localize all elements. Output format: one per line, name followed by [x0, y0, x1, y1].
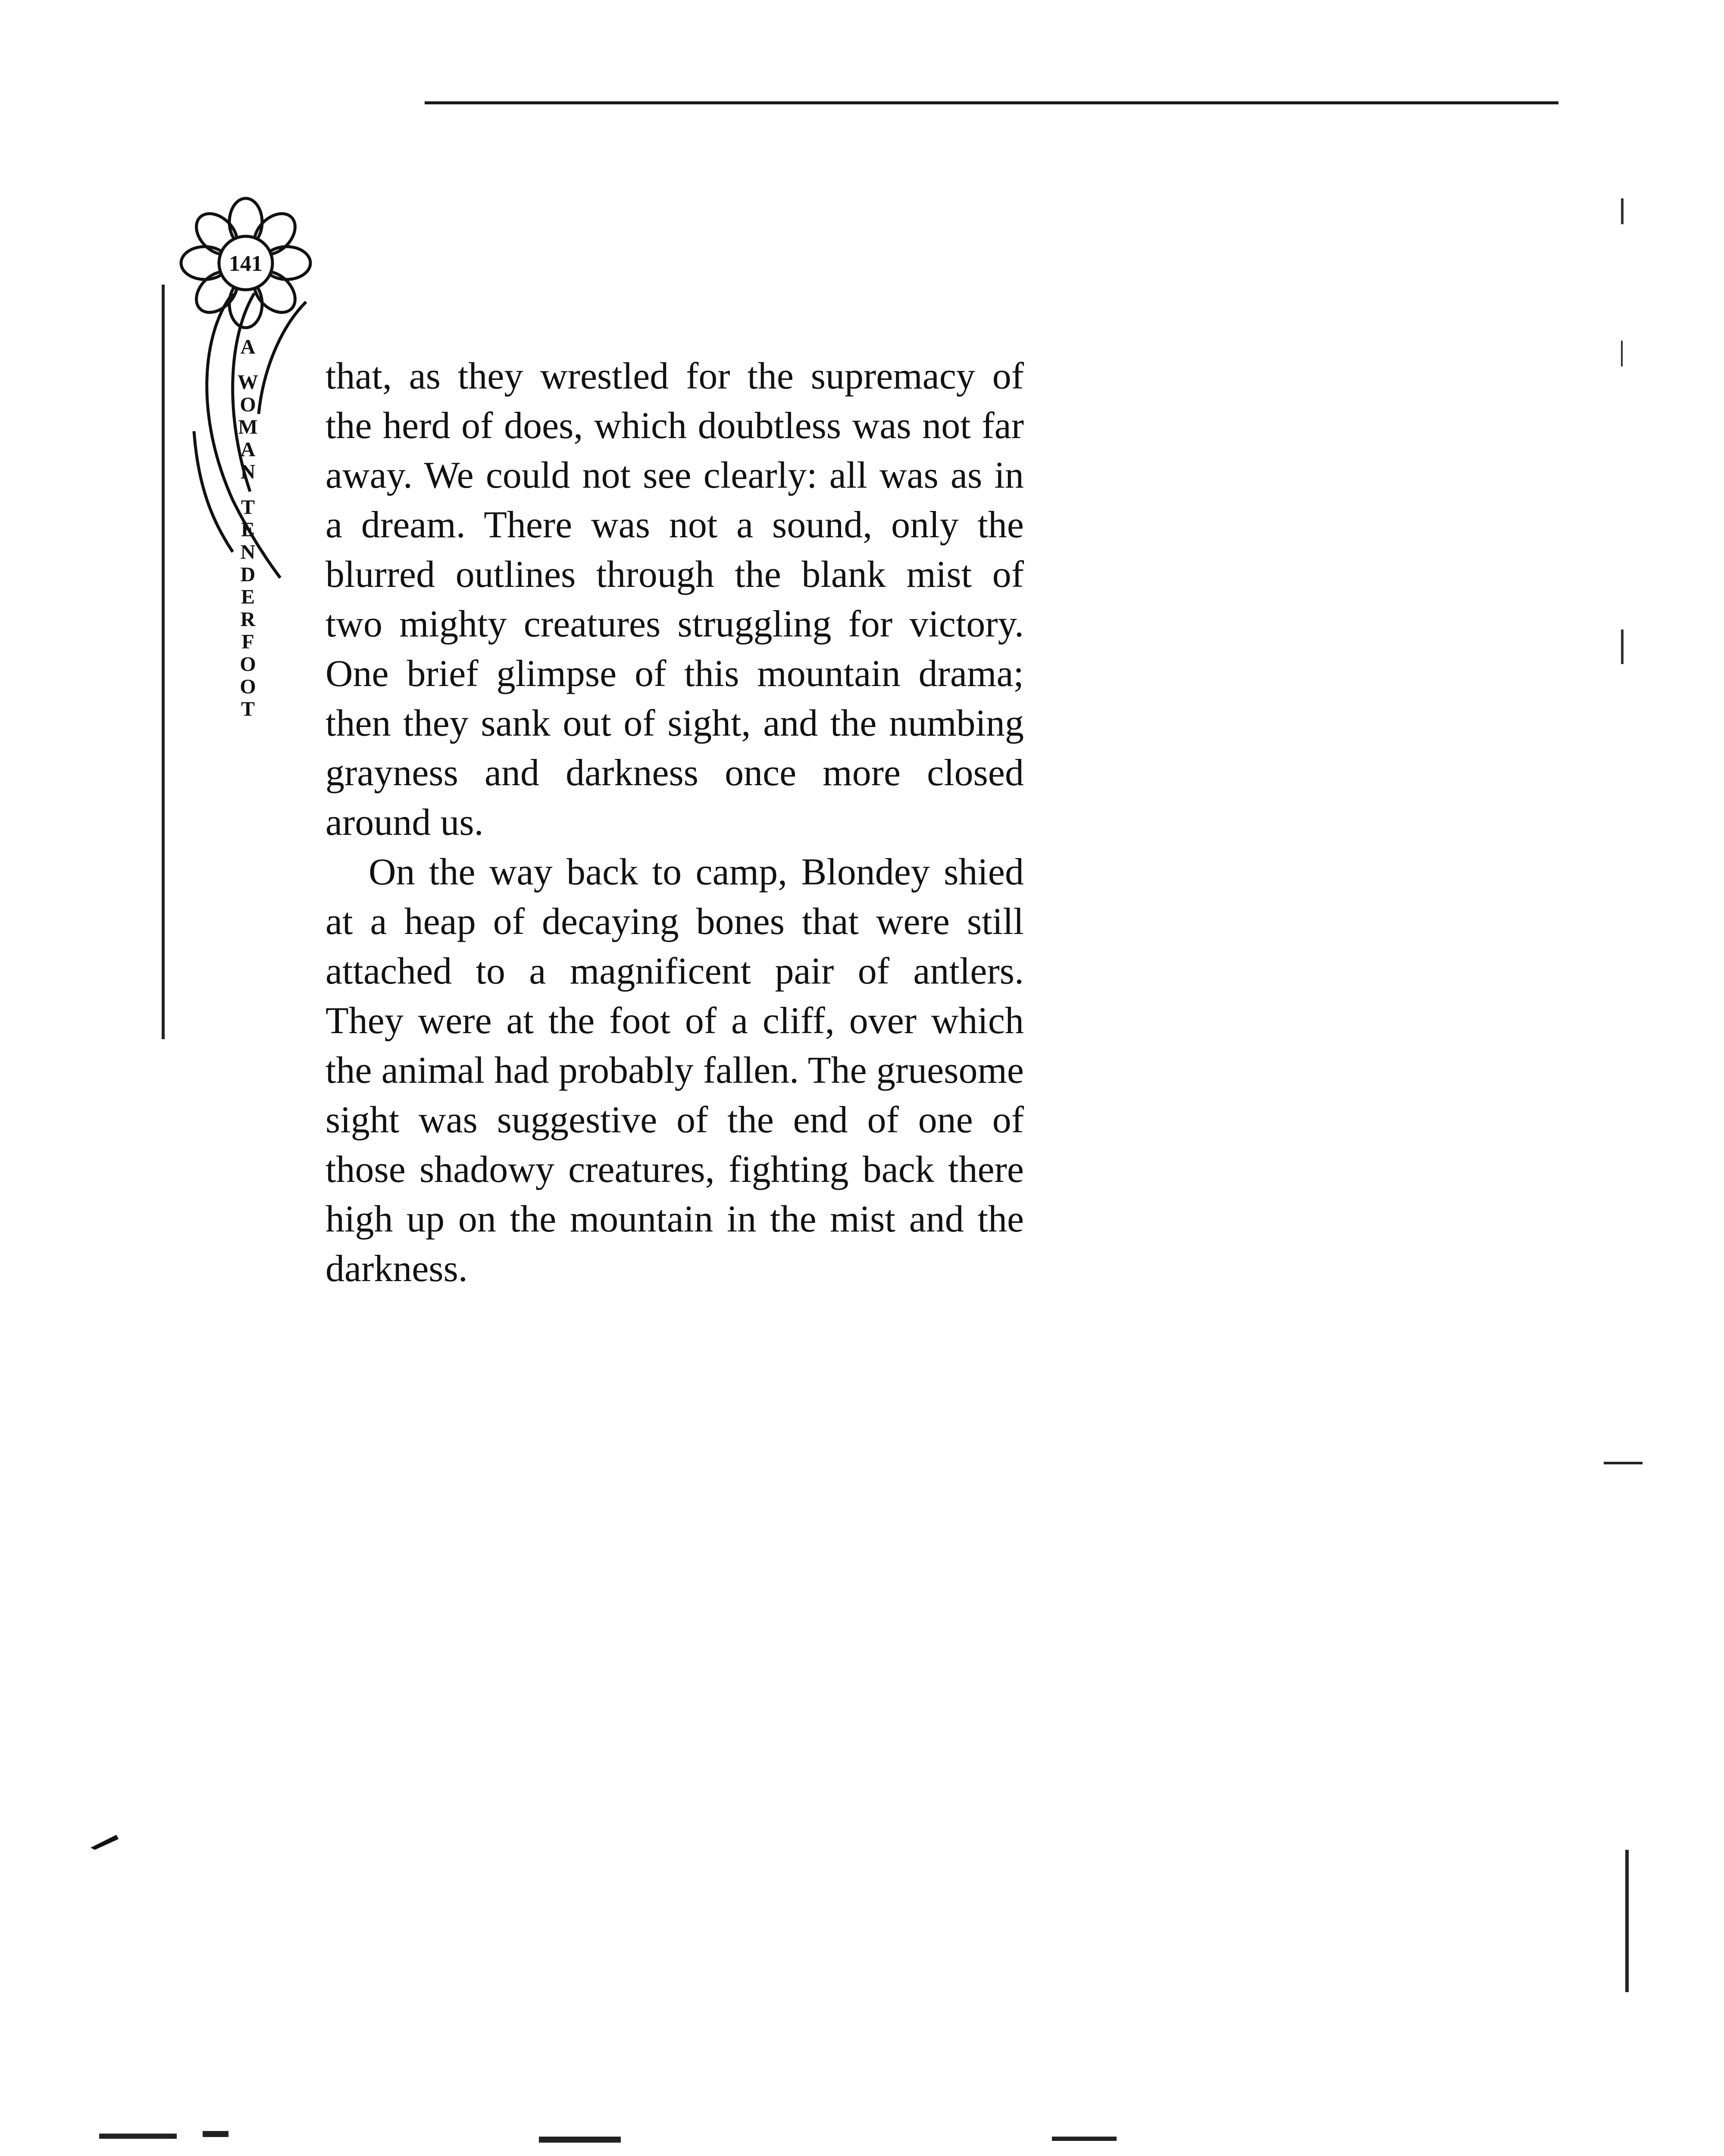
page-number: 141 — [229, 251, 263, 276]
scan-mark-left — [86, 1828, 138, 1854]
title-letter: N — [240, 461, 256, 483]
flower-emblem — [168, 190, 341, 750]
title-letter: T — [241, 698, 255, 721]
title-letter: F — [241, 630, 254, 653]
title-letter: A — [240, 438, 256, 461]
title-letter: E — [241, 586, 255, 608]
scan-marks-bottom — [0, 2113, 1724, 2156]
title-letter: A — [240, 335, 256, 358]
scan-marks-right — [1595, 112, 1647, 2139]
scan-edge-line — [162, 285, 165, 1039]
title-letter: O — [240, 653, 256, 676]
title-letter: O — [240, 393, 256, 416]
paragraph-1: that, as they wrestled for the supremacy of the herd of does, which doubtless was not far away. We could not see clearly: all was as in a dream. There was not a sound, only the blurred outlines through the blank mist of two mighty creatures struggling for victory. One brief glimpse of this mountain drama; then they sank out of sight, and the numbing grayness and darkness once more closed around us. — [325, 355, 1024, 843]
vertical-running-title — [238, 335, 258, 721]
title-letter: O — [240, 675, 256, 698]
body-text — [325, 351, 1024, 1294]
title-letter: N — [240, 541, 256, 564]
title-letter: D — [240, 563, 256, 586]
title-letter: M — [238, 416, 258, 439]
title-letter: W — [238, 371, 258, 394]
title-letter: T — [241, 496, 255, 519]
paragraph-2: On the way back to camp, Blondey shied at a heap of decaying bones that were still attached to a magnificent pair of antlers. They were at the foot of a cliff, over which the animal had probably fallen. The gruesome sight was suggestive of the end of one of those shadowy creatures, fighting back there high up on the mountain in the mist and the darkness. — [325, 851, 1024, 1290]
top-rule — [425, 101, 1558, 104]
title-letter: R — [240, 608, 256, 631]
title-letter: E — [241, 518, 255, 541]
